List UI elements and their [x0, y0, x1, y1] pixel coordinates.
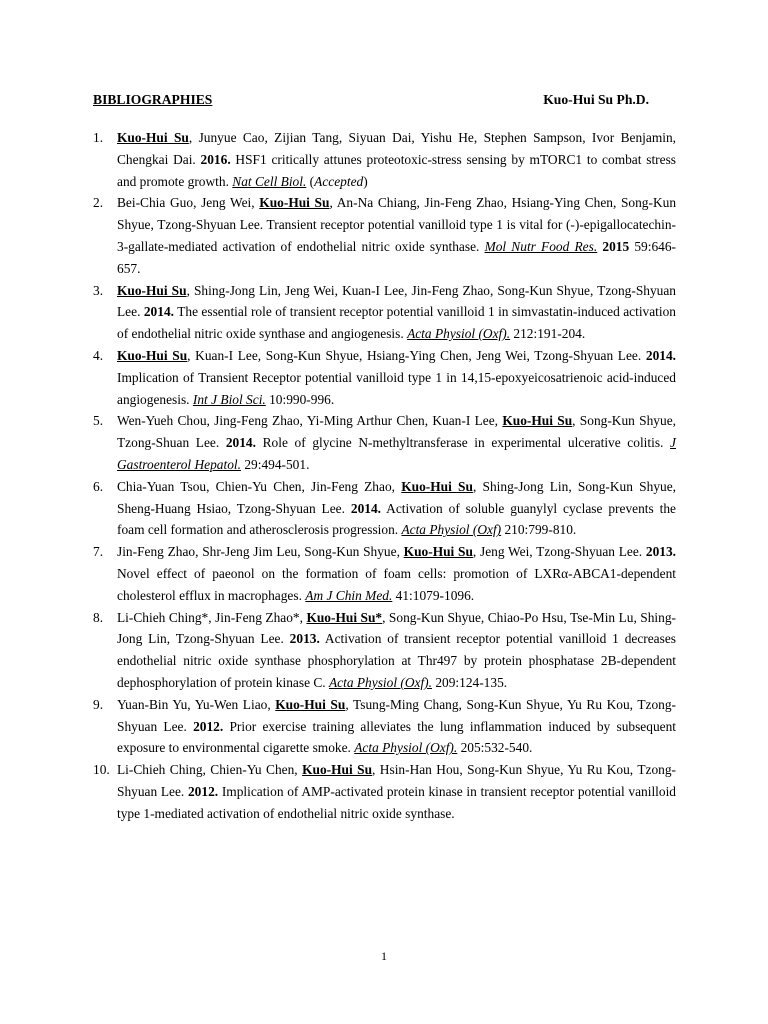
reference-item — [93, 345, 676, 410]
reference-journal: Acta Physiol (Oxf). — [354, 740, 458, 756]
reference-title: Novel effect of paeonol on the formation of foam cells: promotion of LXRα-ABCA1-dependent cholesterol efflux in macrophages. — [117, 565, 676, 603]
reference-number: 2. — [93, 195, 104, 211]
reference-title: Implication of Transient Receptor potential vanilloid type 1 in 14,15-epoxyeicosatrienoic acid-induced angiogenesis. — [117, 369, 676, 407]
page-number: 1 — [381, 949, 387, 963]
reference-number: 6. — [93, 478, 104, 494]
reference-year: 2014. — [350, 500, 382, 516]
reference-authors-before: Li-Chieh Ching, Chien-Yu Chen, — [117, 762, 303, 778]
reference-year: 2012. — [187, 783, 219, 799]
reference-title: HSF1 critically attunes proteotoxic-stress sensing by mTORC1 to combat stress and promote growth. — [117, 151, 676, 189]
reference-year: 2014. — [143, 304, 174, 320]
reference-year: 2013. — [289, 631, 320, 647]
reference-tail: ( — [306, 173, 315, 189]
highlighted-author: Kuo-Hui Su — [117, 347, 188, 363]
reference-authors-before: Li-Chieh Ching*, Jin-Feng Zhao*, — [117, 609, 307, 625]
reference-title: Role of glycine N-methyltransferase in experimental ulcerative colitis. — [255, 435, 671, 451]
reference-number: 1. — [93, 130, 104, 145]
reference-number: 9. — [93, 696, 104, 712]
reference-authors-after: , Jeng Wei, Tzong-Shyuan Lee. — [472, 544, 646, 560]
reference-authors-after: , Song-Kun Shyue, Chiao-Po Hsu, Tse-Min Lu, Shing-Jong Lin, Tzong-Shyuan Lee. — [117, 609, 677, 647]
reference-item — [93, 476, 676, 541]
reference-journal: Mol Nutr Food Res. — [484, 238, 598, 254]
reference-tail: 10:990-996. — [265, 391, 335, 407]
highlighted-author: Kuo-Hui Su — [275, 696, 346, 712]
reference-authors-before: Chia-Yuan Tsou, Chien-Yu Chen, Jin-Feng Zhao, — [117, 478, 402, 494]
reference-tail: 212:191-204. — [510, 326, 586, 342]
page-title: BIBLIOGRAPHIES — [93, 92, 213, 107]
reference-journal: Nat Cell Biol. — [232, 173, 307, 189]
reference-journal: J Gastroenterol Hepatol. — [117, 435, 676, 472]
reference-authors-after: , An-Na Chiang, Jin-Feng Zhao, Hsiang-Ying Chen, Song-Kun Shyue, Tzong-Shyuan Lee. Transient receptor potential vanilloid type 1 is vital for (-)-epigallocatechin-3-gallate-mediated activation of endothelial nitric oxide synthase. — [117, 195, 677, 254]
reference-item — [93, 127, 676, 192]
reference-status: Accepted — [314, 173, 364, 189]
reference-authors-after: , Hsin-Han Hou, Song-Kun Shyue, Yu Ru Kou, Tzong-Shyuan Lee. — [117, 762, 677, 799]
reference-authors-after: , Song-Kun Shyue, Tzong-Shuan Lee. — [117, 413, 676, 451]
highlighted-author: Kuo-Hui Su — [401, 478, 473, 494]
reference-journal: Acta Physiol (Oxf). — [328, 674, 432, 690]
reference-tail: 205:532-540. — [457, 740, 533, 756]
page-header — [93, 92, 676, 108]
reference-title: Activation of soluble guanylyl cyclase prevents the foam cell formation and atherosclerosis progression. — [117, 500, 676, 538]
reference-item — [93, 192, 676, 279]
reference-authors-before: Wen-Yueh Chou, Jing-Feng Zhao, Yi-Ming Arthur Chen, Kuan-I Lee, — [117, 413, 503, 429]
reference-item — [93, 541, 676, 606]
reference-number: 10. — [93, 762, 110, 778]
reference-item — [93, 410, 676, 475]
reference-title: Implication of AMP-activated protein kinase in transient receptor potential vanilloid type 1-mediated activation of endothelial nitric oxide synthase. — [117, 783, 677, 821]
reference-authors-before: Bei-Chia Guo, Jeng Wei, — [117, 195, 260, 211]
highlighted-author: Kuo-Hui Su — [259, 195, 330, 211]
reference-authors-after: , Tsung-Ming Chang, Song-Kun Shyue, Yu Ru Kou, Tzong-Shyuan Lee. — [117, 696, 676, 734]
reference-title: Activation of transient receptor potential vanilloid 1 decreases endothelial nitric oxide synthase phosphorylation at Thr497 by protein phosphatase 2B-dependent dephosphorylation of protein kinase C. — [117, 631, 676, 690]
reference-year: 2013. — [645, 544, 677, 560]
author-name: Kuo-Hui Su Ph.D. — [543, 92, 649, 107]
highlighted-author: Kuo-Hui Su — [403, 544, 473, 560]
reference-tail: 29:494-501. — [240, 456, 310, 472]
reference-number: 4. — [93, 347, 104, 363]
reference-volume-pages: 59:646-657. — [117, 238, 676, 276]
reference-title: Prior exercise training alleviates the lung inflammation induced by subsequent exposure to environmental cigarette smoke. — [117, 718, 676, 756]
reference-list — [93, 127, 676, 825]
reference-item — [93, 759, 676, 824]
reference-year: 2016. — [200, 151, 231, 167]
reference-item — [93, 280, 676, 345]
reference-tail: 209:124-135. — [431, 674, 508, 690]
reference-year: 2012. — [193, 718, 224, 734]
reference-journal: Int J Biol Sci. — [192, 391, 266, 407]
reference-tail: 210:799-810. — [501, 522, 577, 538]
reference-authors-after: , Shing-Jong Lin, Song-Kun Shyue, Sheng-Huang Hsiao, Tzong-Shyuan Lee. — [117, 478, 676, 516]
reference-tail: 41:1079-1096. — [392, 587, 475, 603]
reference-year: 2015 — [602, 238, 630, 254]
reference-authors-before: Jin-Feng Zhao, Shr-Jeng Jim Leu, Song-Kun Shyue, — [117, 544, 404, 560]
reference-authors-before: Yuan-Bin Yu, Yu-Wen Liao, — [117, 696, 276, 712]
reference-journal: Am J Chin Med. — [305, 587, 393, 603]
reference-year: 2014. — [225, 435, 256, 451]
reference-volume-pages: ) — [363, 173, 368, 189]
reference-number: 3. — [93, 282, 104, 298]
reference-authors-after: , Kuan-I Lee, Song-Kun Shyue, Hsiang-Ying Chen, Jeng Wei, Tzong-Shyuan Lee. — [187, 347, 646, 363]
reference-number: 7. — [93, 544, 104, 560]
reference-journal: Acta Physiol (Oxf) — [401, 522, 502, 538]
highlighted-author: Kuo-Hui Su — [302, 762, 373, 778]
highlighted-author: Kuo-Hui Su — [117, 130, 189, 145]
highlighted-author: Kuo-Hui Su* — [306, 609, 383, 625]
reference-number: 5. — [93, 413, 104, 429]
highlighted-author: Kuo-Hui Su — [117, 282, 187, 298]
reference-authors-after: , Shing-Jong Lin, Jeng Wei, Kuan-I Lee, Jin-Feng Zhao, Song-Kun Shyue, Tzong-Shyuan Lee. — [117, 282, 676, 320]
reference-title: The essential role of transient receptor potential vanilloid 1 in simvastatin-induced activation of endothelial nitric oxide synthase and angiogenesis. — [117, 304, 677, 342]
reference-year: 2014. — [645, 347, 677, 363]
reference-item — [93, 607, 676, 694]
reference-item — [93, 694, 676, 759]
reference-journal: Acta Physiol (Oxf). — [407, 326, 511, 342]
reference-authors-after: , Junyue Cao, Zijian Tang, Siyuan Dai, Yishu He, Stephen Sampson, Ivor Benjamin, Chengkai Dai. — [117, 130, 676, 167]
highlighted-author: Kuo-Hui Su — [502, 413, 573, 429]
reference-number: 8. — [93, 609, 104, 625]
